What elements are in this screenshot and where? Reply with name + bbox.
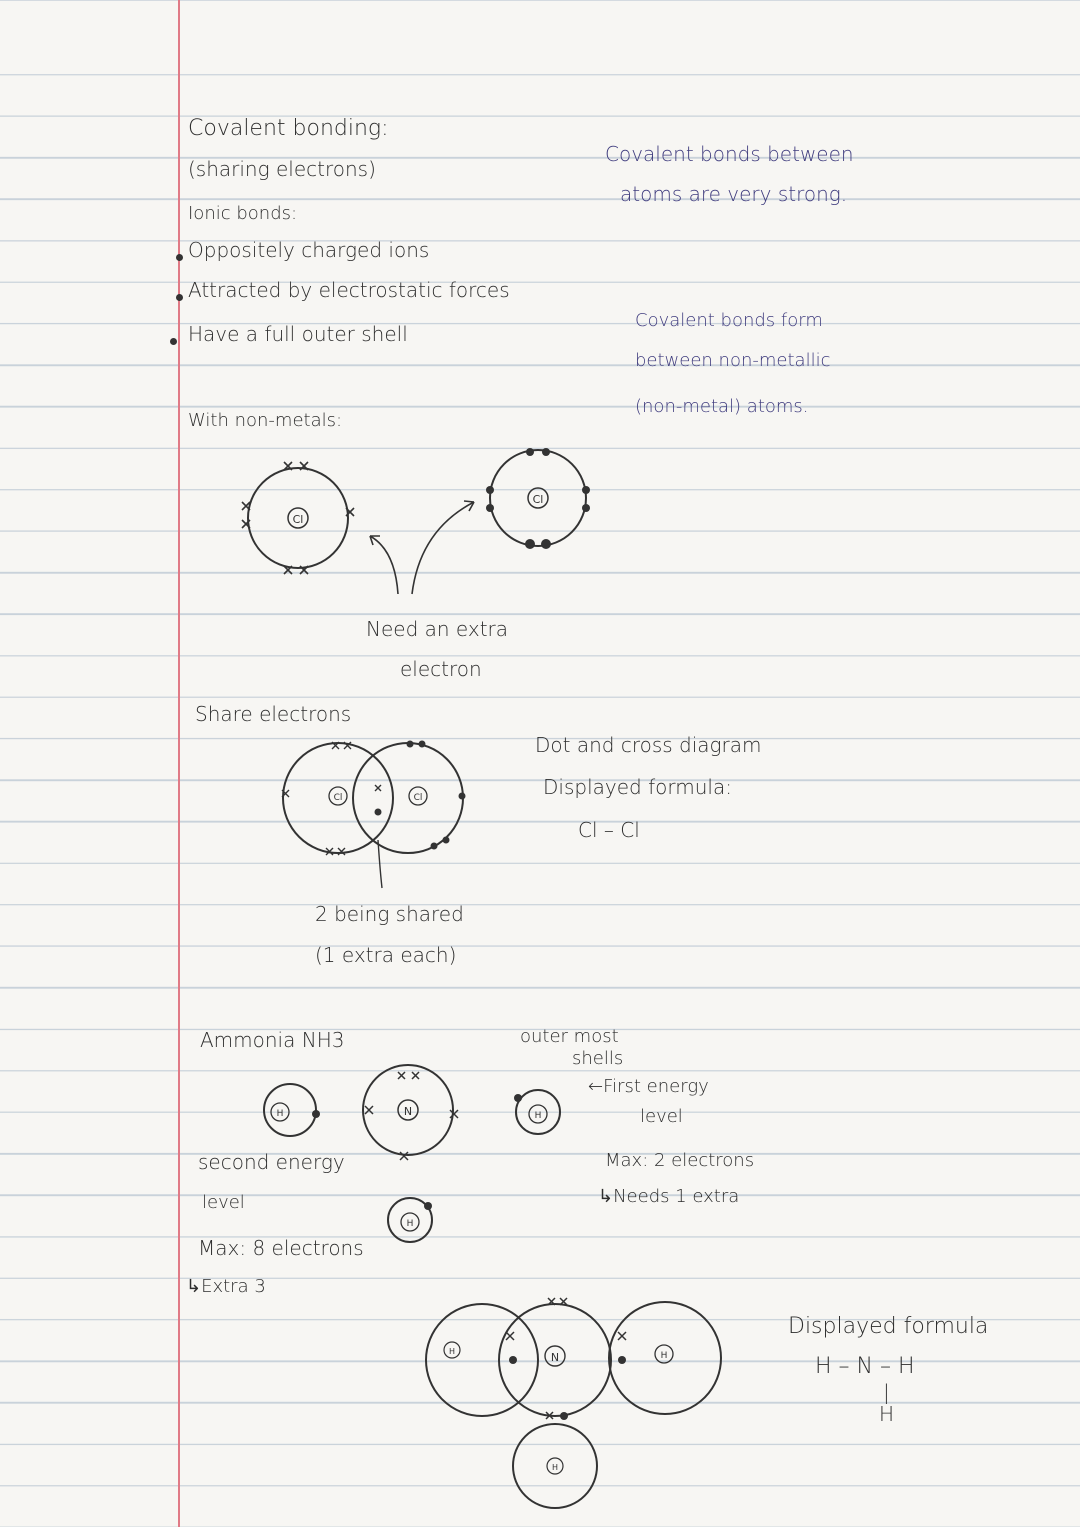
electron-crosses (282, 742, 381, 855)
ionic-point: Have a full outer shell (188, 322, 408, 346)
outer-most-line1: outer most (520, 1026, 619, 1047)
electron-crosses (506, 1298, 626, 1419)
electron-dot (312, 1110, 320, 1118)
form-note-line2: between non-metallic (635, 350, 831, 371)
ammonia-molecule-diagram (410, 1290, 730, 1526)
atom-symbol: N (550, 1351, 560, 1364)
extra-three: ↳Extra 3 (186, 1276, 266, 1297)
first-energy-line2: level (640, 1106, 683, 1127)
outer-most-line2: shells (572, 1048, 624, 1069)
atom-symbol: Cl (532, 493, 544, 506)
first-energy-line1: ←First energy (588, 1076, 709, 1097)
ionic-point: Oppositely charged ions (188, 238, 430, 262)
bullet-dot (176, 254, 183, 261)
second-energy-line2: level (202, 1192, 245, 1213)
atom-symbol: H (276, 1109, 284, 1119)
chlorine-molecule-diagram (280, 730, 490, 890)
with-label: With non-metals: (188, 410, 343, 431)
displayed-formula-label: Displayed formula: (543, 775, 732, 799)
margin-line (178, 0, 180, 1527)
subheading: (sharing electrons) (188, 157, 376, 181)
chlorine-atoms-diagram (230, 440, 610, 600)
atom-symbol: Cl (413, 793, 423, 803)
atom-symbol: H (406, 1219, 414, 1229)
electron-dots (509, 1356, 626, 1420)
second-energy-line1: second energy (198, 1150, 345, 1174)
form-note-line3: (non-metal) atoms. (635, 396, 809, 417)
ammonia-title: Ammonia NH3 (200, 1028, 345, 1052)
atom-symbol: H (660, 1351, 668, 1361)
need-extra-line2: electron (400, 657, 482, 681)
being-shared-line1: 2 being shared (315, 902, 464, 926)
arrow (370, 536, 398, 594)
atom-symbol: Cl (292, 513, 304, 526)
heading: Covalent bonding: (188, 116, 389, 141)
max-two-electrons: Max: 2 electrons (605, 1150, 755, 1171)
arrow (412, 502, 474, 594)
atom-symbol: N (403, 1105, 413, 1118)
bullet-dot (176, 294, 183, 301)
atom-shell (426, 1304, 538, 1416)
atom-symbol: H (534, 1111, 542, 1121)
atom-shell (353, 743, 463, 853)
nh3-formula-bottom: H (879, 1402, 895, 1426)
electron-dot (424, 1202, 432, 1210)
ionic-label: Ionic bonds: (188, 203, 298, 224)
atom-symbol: H (448, 1347, 456, 1356)
displayed-formula-label-2: Displayed formula (788, 1314, 989, 1339)
needs-one-extra: ↳Needs 1 extra (598, 1186, 740, 1207)
form-note-line1: Covalent bonds form (635, 310, 823, 331)
bullet-dot (170, 338, 177, 345)
atom-symbol: H (551, 1463, 559, 1472)
nh3-formula-bond: | (883, 1380, 890, 1404)
being-shared-line2: (1 extra each) (315, 943, 457, 967)
cl2-formula: Cl – Cl (578, 818, 640, 842)
electron-dot (514, 1094, 522, 1102)
need-extra-line1: Need an extra (366, 617, 509, 641)
nh3-formula-row: H – N – H (815, 1354, 915, 1379)
ionic-point: Attracted by electrostatic forces (188, 278, 510, 302)
atom-symbol: Cl (333, 793, 343, 803)
dot-cross-label: Dot and cross diagram (535, 733, 762, 757)
share-electrons-label: Share electrons (195, 702, 352, 726)
strong-note-line1: Covalent bonds between (605, 142, 854, 166)
strong-note-line2: atoms are very strong. (620, 182, 848, 206)
max-eight-electrons: Max: 8 electrons (198, 1236, 364, 1260)
